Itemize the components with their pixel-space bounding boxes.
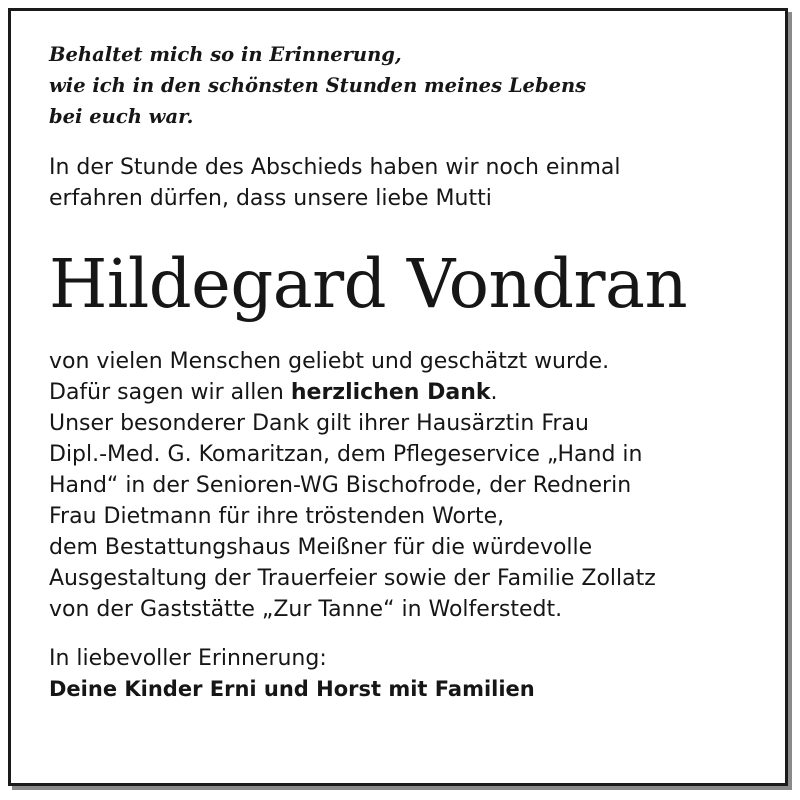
obituary-content	[49, 39, 779, 705]
thanks-line-prefix: Dafür sagen wir allen	[49, 380, 291, 405]
closing-line: In liebevoller Erinnerung:	[49, 646, 327, 671]
thanks-line	[49, 377, 779, 408]
thanks-line-suffix: .	[490, 380, 498, 405]
deceased-name: Hildegard Vondran	[49, 245, 688, 323]
signature-line: Deine Kinder Erni und Horst mit Familien	[49, 677, 535, 701]
thanks-line: dem Bestattungshaus Meißner für die würdevolle	[49, 535, 593, 560]
thanks-line: von der Gaststätte „Zur Tanne“ in Wolferstedt.	[49, 597, 563, 622]
intro-line: erfahren dürfen, dass unsere liebe Mutti	[49, 186, 492, 211]
intro-line: In der Stunde des Abschieds haben wir noch einmal	[49, 155, 621, 180]
thanks-line: Hand“ in der Senioren-WG Bischofrode, der Rednerin	[49, 473, 632, 498]
motto-quote	[49, 39, 779, 132]
obituary-frame	[8, 8, 788, 786]
motto-line: bei euch war.	[49, 105, 194, 128]
intro-paragraph	[49, 152, 779, 214]
motto-line: Behaltet mich so in Erinnerung,	[49, 43, 402, 66]
thanks-line: Unser besonderer Dank gilt ihrer Hausärztin Frau	[49, 411, 589, 436]
thanks-line: Dipl.-Med. G. Komaritzan, dem Pflegeservice „Hand in	[49, 442, 643, 467]
motto-line: wie ich in den schönsten Stunden meines Lebens	[49, 74, 587, 97]
thanks-line: Ausgestaltung der Trauerfeier sowie der Familie Zollatz	[49, 566, 656, 591]
herzlichen-dank-text: herzlichen Dank	[290, 380, 491, 405]
thanks-line: Frau Dietmann für ihre tröstenden Worte,	[49, 504, 505, 529]
thanks-paragraph	[49, 346, 779, 625]
thanks-line: von vielen Menschen geliebt und geschätzt wurde.	[49, 349, 610, 374]
